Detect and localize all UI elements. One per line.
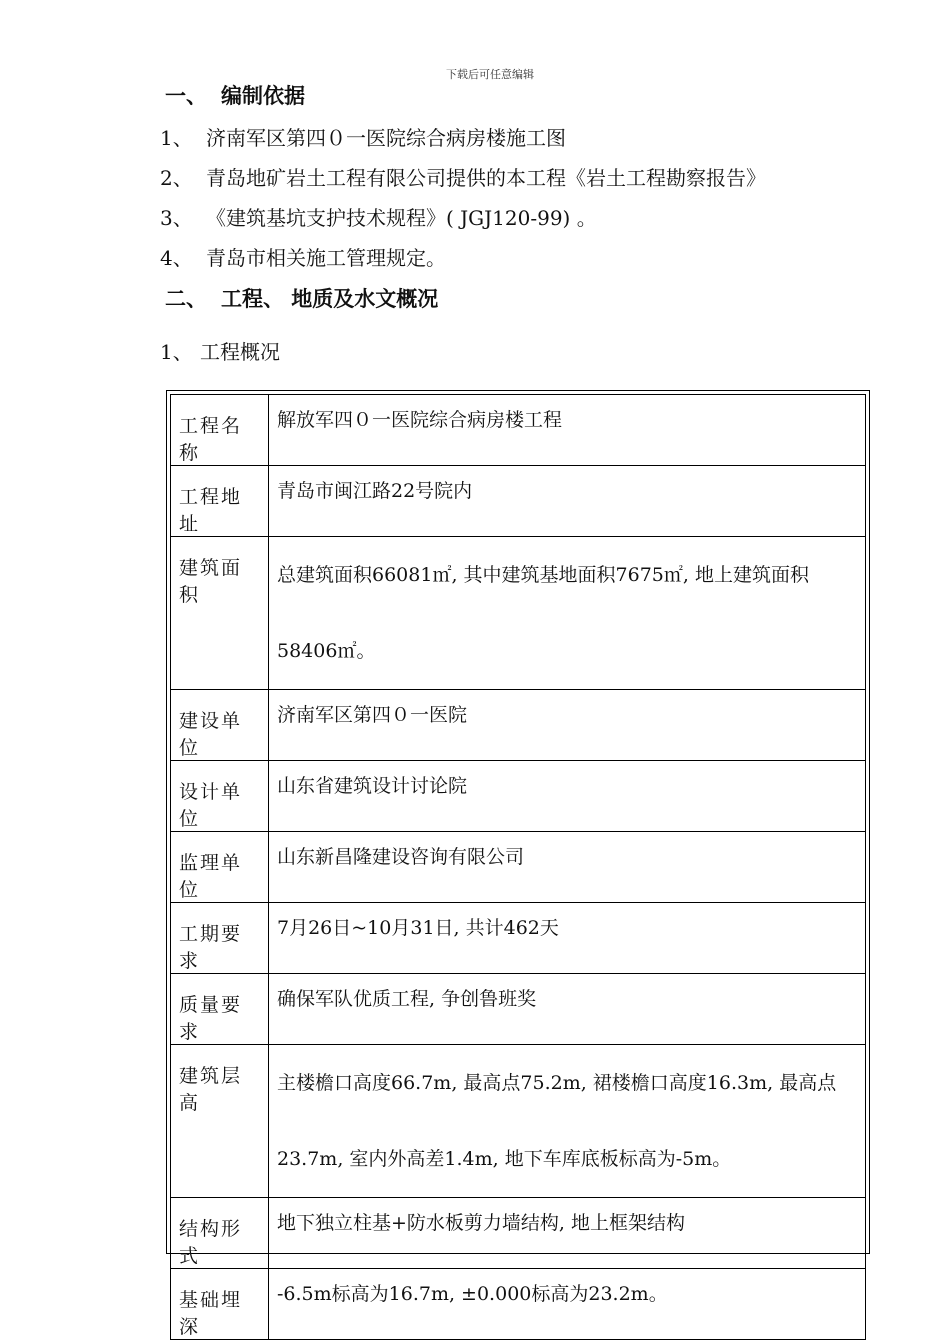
row-key: 工程地址 <box>171 466 269 537</box>
table-row <box>171 537 866 690</box>
subsection-heading <box>160 336 280 365</box>
row-key: 设计单位 <box>171 761 269 832</box>
section-1-number: 一、 <box>165 84 207 108</box>
row-key: 建筑面积 <box>171 537 269 690</box>
basis-item-1 <box>160 122 566 151</box>
row-value: 山东新昌隆建设咨询有限公司 <box>269 832 866 903</box>
row-value: 确保军队优质工程, 争创鲁班奖 <box>269 974 866 1045</box>
table-row <box>171 690 866 761</box>
basis-item-number: 1、 <box>160 126 193 150</box>
basis-item-text: 青岛市相关施工管理规定。 <box>206 246 446 270</box>
basis-item-2 <box>160 162 766 191</box>
row-value: -6.5m标高为16.7m, ±0.000标高为23.2m。 <box>269 1269 866 1340</box>
row-key: 建设单位 <box>171 690 269 761</box>
basis-item-3 <box>160 202 597 231</box>
table-row <box>171 1198 866 1269</box>
basis-item-number: 3、 <box>160 206 193 230</box>
row-key: 结构形式 <box>171 1198 269 1269</box>
basis-item-text: 青岛地矿岩土工程有限公司提供的本工程《岩土工程勘察报告》 <box>206 166 766 190</box>
row-key: 工期要求 <box>171 903 269 974</box>
basis-item-4 <box>160 242 446 271</box>
project-overview-table <box>170 394 866 1340</box>
section-2-heading <box>165 283 438 313</box>
row-value: 主楼檐口高度66.7m, 最高点75.2m, 裙楼檐口高度16.3m, 最高点23.7m, 室内外高差1.4m, 地下车库底板标高为-5m。 <box>269 1045 866 1198</box>
row-key: 监理单位 <box>171 832 269 903</box>
table-row <box>171 832 866 903</box>
basis-item-text: 《建筑基坑支护技术规程》( JGJ120-99) 。 <box>206 206 597 230</box>
basis-item-number: 4、 <box>160 246 193 270</box>
table-row <box>171 395 866 466</box>
row-value: 济南军区第四０一医院 <box>269 690 866 761</box>
row-key: 工程名称 <box>171 395 269 466</box>
header-note: 下载后可任意编辑 <box>446 68 534 81</box>
basis-item-number: 2、 <box>160 166 193 190</box>
project-overview-table-frame <box>166 390 870 1338</box>
row-value: 7月26日~10月31日, 共计462天 <box>269 903 866 974</box>
row-key: 质量要求 <box>171 974 269 1045</box>
table-row <box>171 466 866 537</box>
row-value: 总建筑面积66081㎡, 其中建筑基地面积7675㎡, 地上建筑面积58406㎡。 <box>269 537 866 690</box>
basis-item-text: 济南军区第四０一医院综合病房楼施工图 <box>206 126 566 150</box>
section-2-title: 工程、 地质及水文概况 <box>221 287 439 311</box>
table-row <box>171 1269 866 1340</box>
row-value: 解放军四０一医院综合病房楼工程 <box>269 395 866 466</box>
section-2-number: 二、 <box>165 287 207 311</box>
section-1-heading <box>165 80 305 110</box>
section-1-title: 编制依据 <box>221 84 305 108</box>
subsection-number: 1、 <box>160 340 193 364</box>
table-row <box>171 761 866 832</box>
table-row <box>171 1045 866 1198</box>
subsection-title: 工程概况 <box>200 340 280 364</box>
row-value: 山东省建筑设计讨论院 <box>269 761 866 832</box>
table-row <box>171 974 866 1045</box>
row-value: 青岛市闽江路22号院内 <box>269 466 866 537</box>
table-row <box>171 903 866 974</box>
row-key: 建筑层高 <box>171 1045 269 1198</box>
row-key: 基础埋深 <box>171 1269 269 1340</box>
row-value: 地下独立柱基+防水板剪力墙结构, 地上框架结构 <box>269 1198 866 1269</box>
